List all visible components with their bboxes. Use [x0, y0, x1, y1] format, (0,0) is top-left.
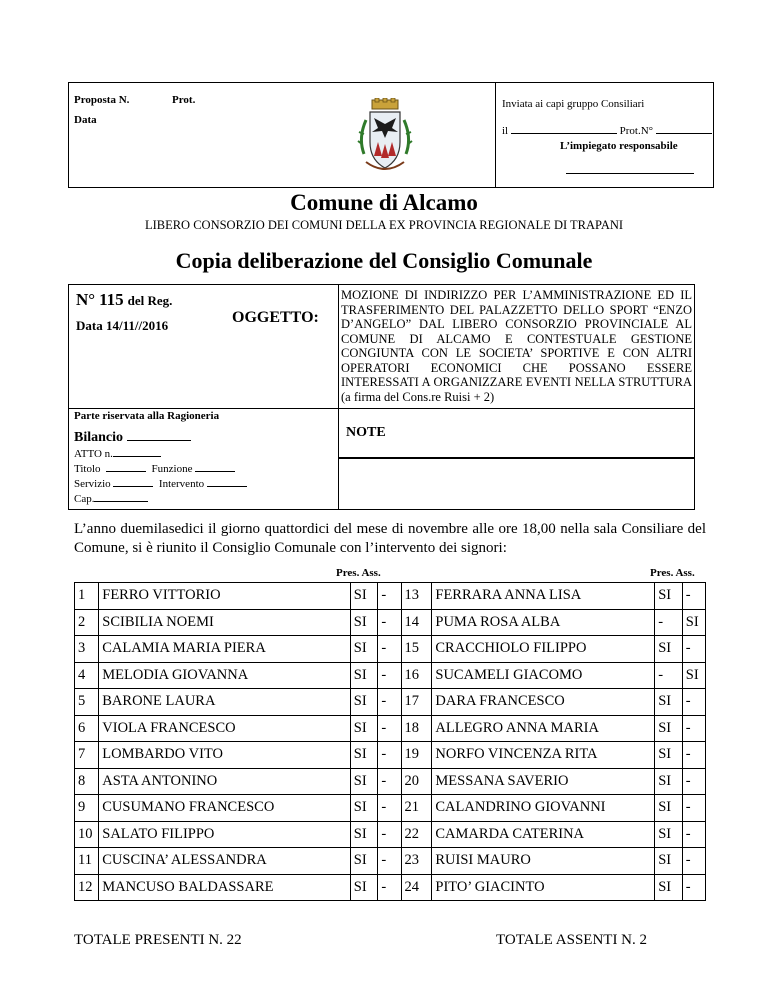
servizio-label: Servizio — [74, 478, 111, 490]
table-row — [75, 768, 706, 795]
prot-n-label: Prot.N° — [619, 125, 654, 137]
ass-cell: SI — [682, 662, 705, 689]
table-row — [75, 689, 706, 716]
ass-cell: - — [378, 636, 401, 663]
pres-cell: SI — [655, 742, 683, 769]
member-name: MESSANA SAVERIO — [432, 768, 655, 795]
reg-label: del Reg. — [127, 293, 173, 308]
oggetto-text: MOZIONE DI INDIRIZZO PER L’AMMINISTRAZIONE ED IL TRASFERIMENTO DEL PALAZZETTO DELLO SPORT “ENZO D’ANGELO” DAL LIBERO CONSORZIO PROVINCIALE AL COMUNE DI ALCAMO E CONTESTUALE GESTIONE CONGIUNTA CON LE SOCIETA’ SPORTIVE E CON ALTRI OPERATORI ECONOMICI CHE POSSANO ESSERE INTERESSATI A ORGANIZZARE EVENTI NELLA STRUTTURA (a firma del Cons.re Ruisi + 2) — [341, 288, 692, 404]
member-name: ASTA ANTONINO — [99, 768, 351, 795]
totale-presenti: TOTALE PRESENTI N. 22 — [74, 932, 242, 948]
note-label: NOTE — [346, 425, 386, 440]
pres-cell: SI — [655, 795, 683, 822]
member-name: DARA FRANCESCO — [432, 689, 655, 716]
member-number: 9 — [75, 795, 99, 822]
member-name: PUMA ROSA ALBA — [432, 609, 655, 636]
table-row — [75, 848, 706, 875]
pres-cell: SI — [655, 848, 683, 875]
member-name: FERRARA ANNA LISA — [432, 583, 655, 610]
member-name: SUCAMELI GIACOMO — [432, 662, 655, 689]
ass-cell: - — [378, 742, 401, 769]
ass-cell: - — [378, 609, 401, 636]
funzione-label: Funzione — [151, 463, 193, 475]
bilancio-line — [74, 428, 191, 446]
table-row — [75, 583, 706, 610]
pres-cell: SI — [655, 689, 683, 716]
table-row — [75, 821, 706, 848]
ass-cell: - — [378, 662, 401, 689]
pres-cell: SI — [655, 715, 683, 742]
pres-cell: SI — [655, 768, 683, 795]
inviata-line: Inviata ai capi gruppo Consiliari — [502, 98, 645, 110]
member-name: CUSCINA’ ALESSANDRA — [99, 848, 351, 875]
ass-cell: - — [682, 768, 705, 795]
ass-cell: - — [682, 583, 705, 610]
il-label: il — [502, 125, 509, 137]
pres-cell: SI — [350, 609, 378, 636]
atto-label: ATTO n. — [74, 448, 113, 460]
member-number: 4 — [75, 662, 99, 689]
il-prot-line — [502, 121, 712, 137]
member-number: 15 — [401, 636, 432, 663]
member-number: 14 — [401, 609, 432, 636]
member-number: 3 — [75, 636, 99, 663]
member-number: 16 — [401, 662, 432, 689]
member-name: CALANDRINO GIOVANNI — [432, 795, 655, 822]
data-label: Data — [74, 114, 97, 126]
proposta-label: Proposta N. — [74, 94, 130, 106]
pres-cell: SI — [350, 821, 378, 848]
ass-cell: - — [682, 742, 705, 769]
numero-line — [76, 290, 172, 310]
pres-ass-header-left: Pres. Ass. — [336, 567, 381, 579]
coat-of-arms-icon — [356, 98, 414, 176]
member-number: 20 — [401, 768, 432, 795]
attendance-table — [74, 582, 706, 901]
table-row — [75, 795, 706, 822]
member-name: CUSUMANO FRANCESCO — [99, 795, 351, 822]
impiegato-label: L’impiegato responsabile — [560, 140, 678, 152]
ass-cell: - — [682, 848, 705, 875]
pres-cell: SI — [350, 742, 378, 769]
ass-cell: - — [378, 821, 401, 848]
member-number: 24 — [401, 874, 432, 901]
member-name: SALATO FILIPPO — [99, 821, 351, 848]
member-name: FERRO VITTORIO — [99, 583, 351, 610]
pres-cell: SI — [350, 583, 378, 610]
member-number: 12 — [75, 874, 99, 901]
oggetto-label: OGGETTO: — [232, 309, 319, 326]
pres-cell: - — [655, 662, 683, 689]
member-name: MELODIA GIOVANNA — [99, 662, 351, 689]
ass-cell: - — [682, 874, 705, 901]
prot-blank — [656, 121, 712, 134]
member-number: 19 — [401, 742, 432, 769]
row-divider — [68, 408, 695, 409]
ass-cell: - — [378, 848, 401, 875]
table-row — [75, 742, 706, 769]
pres-cell: SI — [655, 636, 683, 663]
member-number: 11 — [75, 848, 99, 875]
pres-cell: - — [655, 609, 683, 636]
pres-ass-header-right: Pres. Ass. — [650, 567, 695, 579]
member-number: 22 — [401, 821, 432, 848]
note-divider — [338, 457, 695, 459]
pres-cell: SI — [655, 821, 683, 848]
member-name: NORFO VINCENZA RITA — [432, 742, 655, 769]
member-number: 10 — [75, 821, 99, 848]
col-divider — [338, 285, 339, 509]
cap-label: Cap. — [74, 493, 95, 505]
member-name: VIOLA FRANCESCO — [99, 715, 351, 742]
member-name: SCIBILIA NOEMI — [99, 609, 351, 636]
intervento-label: Intervento — [158, 478, 205, 490]
prot-label: Prot. — [172, 94, 196, 106]
pres-cell: SI — [350, 662, 378, 689]
delibera-date: Data 14/11//2016 — [76, 318, 169, 333]
member-number: 21 — [401, 795, 432, 822]
member-name: RUISI MAURO — [432, 848, 655, 875]
pres-cell: SI — [350, 689, 378, 716]
signature-line — [566, 173, 694, 174]
ass-cell: - — [378, 689, 401, 716]
member-name: MANCUSO BALDASSARE — [99, 874, 351, 901]
member-number: 5 — [75, 689, 99, 716]
member-name: CALAMIA MARIA PIERA — [99, 636, 351, 663]
table-row — [75, 609, 706, 636]
ass-cell: - — [378, 583, 401, 610]
bilancio-label: Bilancio — [74, 430, 124, 445]
ass-cell: - — [378, 768, 401, 795]
ass-cell: - — [682, 821, 705, 848]
table-row — [75, 874, 706, 901]
member-name: ALLEGRO ANNA MARIA — [432, 715, 655, 742]
ragioneria-fields — [74, 446, 247, 506]
pres-cell: SI — [350, 848, 378, 875]
member-name: BARONE LAURA — [99, 689, 351, 716]
pres-cell: SI — [655, 874, 683, 901]
ass-cell: - — [378, 874, 401, 901]
consorzio-subtitle: LIBERO CONSORZIO DEI COMUNI DELLA EX PROVINCIA REGIONALE DI TRAPANI — [144, 218, 624, 232]
ass-cell: - — [682, 715, 705, 742]
member-number: 17 — [401, 689, 432, 716]
totale-assenti: TOTALE ASSENTI N. 2 — [496, 932, 648, 948]
member-number: 1 — [75, 583, 99, 610]
bilancio-blank — [127, 428, 191, 441]
table-row — [75, 636, 706, 663]
pres-cell: SI — [350, 768, 378, 795]
ass-cell: - — [682, 689, 705, 716]
table-row — [75, 662, 706, 689]
ass-cell: - — [682, 636, 705, 663]
pres-cell: SI — [655, 583, 683, 610]
member-name: PITO’ GIACINTO — [432, 874, 655, 901]
member-name: CRACCHIOLO FILIPPO — [432, 636, 655, 663]
intro-paragraph: L’anno duemilasedici il giorno quattordici del mese di novembre alle ore 18,00 nella sala Consiliare del Comune, si è riunito il Consiglio Comunale con l’intervento dei signori: — [74, 521, 706, 556]
pres-cell: SI — [350, 874, 378, 901]
il-blank — [511, 121, 617, 134]
ragioneria-title: Parte riservata alla Ragioneria — [74, 410, 220, 422]
member-number: 18 — [401, 715, 432, 742]
pres-cell: SI — [350, 636, 378, 663]
ass-cell: - — [682, 795, 705, 822]
member-number: 2 — [75, 609, 99, 636]
pres-cell: SI — [350, 715, 378, 742]
member-number: 7 — [75, 742, 99, 769]
comune-title: Comune di Alcamo — [290, 190, 478, 215]
ass-cell: SI — [682, 609, 705, 636]
member-number: 23 — [401, 848, 432, 875]
header-divider — [495, 83, 496, 187]
member-name: CAMARDA CATERINA — [432, 821, 655, 848]
table-row — [75, 715, 706, 742]
delibera-heading: Copia deliberazione del Consiglio Comunale — [175, 248, 593, 273]
titolo-label: Titolo — [74, 463, 101, 475]
member-number: 6 — [75, 715, 99, 742]
ass-cell: - — [378, 715, 401, 742]
member-name: LOMBARDO VITO — [99, 742, 351, 769]
ass-cell: - — [378, 795, 401, 822]
pres-cell: SI — [350, 795, 378, 822]
member-number: 13 — [401, 583, 432, 610]
member-number: 8 — [75, 768, 99, 795]
numero-value: 115 — [99, 290, 124, 309]
numero-label: N° — [76, 290, 96, 309]
